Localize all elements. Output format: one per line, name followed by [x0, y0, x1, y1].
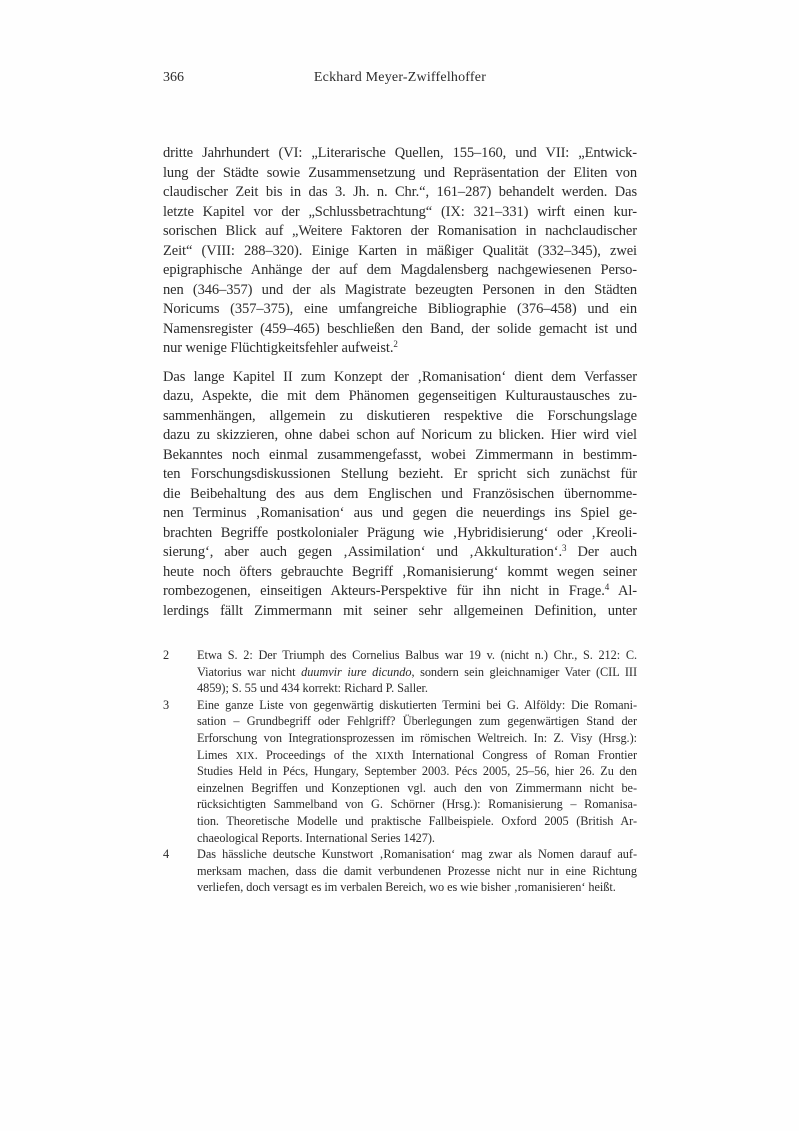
text-line: Noricums (357–375), eine umfangreiche Bibliographie (376–458) und ein — [163, 301, 637, 317]
text-line: Studies Held in Pécs, Hungary, September 2003. Pécs 2005, 25–56, hier 26. Zu den — [197, 764, 637, 779]
text-line: epigraphische Anhänge der auf dem Magdalensberg nachgewiesenen Perso- — [163, 262, 637, 278]
footnote-text — [197, 697, 637, 846]
running-title: Eckhard Meyer-Zwiffelhoffer — [313, 70, 487, 85]
footnote-ref: 2 — [393, 339, 398, 350]
footnote-number: 2 — [163, 648, 170, 662]
page-number: 366 — [163, 70, 184, 85]
text-line: Viatorius war nicht duumvir iure dicundo, sondern sein gleichnamiger Vater (CIL III — [197, 664, 637, 679]
text-line: sierung‘, aber auch gegen ‚Assimilation‘ und ‚Akkulturation‘.$^3$ Der auch — [163, 543, 637, 560]
text-line: lerdings fällt Zimmermann mit seiner sehr allgemeinen Definition, unter — [163, 602, 637, 619]
paragraph — [163, 144, 637, 359]
text-line: dazu, Aspekte, die mit dem Phänomen gegenseitigen Kulturaustausches zu- — [163, 388, 637, 404]
text-line: brachten Begriffe postkolonialer Prägung wie ‚Hybridisierung‘ oder ‚Kreoli- — [163, 524, 637, 541]
text-line: die Beibehaltung des aus dem Englischen und Französischen übernomme- — [163, 485, 637, 502]
text-line: verliefen, doch versagt es im verbalen Bereich, wo es wie bisher ‚romanisieren‘ heißt. — [197, 880, 616, 895]
footnote — [163, 846, 637, 896]
text-line: Zeit“ (VIII: 288–320). Einige Karten in mäßiger Qualität (332–345), zwei — [163, 242, 637, 259]
text-line: merksam machen, dass die damit verbundenen Prozesse nicht nur in eine Richtung — [197, 863, 637, 878]
text-line: Erforschung von Integrationsprozessen im römischen Weltreich. In: Z. Visy (Hrsg.): — [197, 730, 637, 745]
text-line: rombezogenen, einseitigen Akteurs-Perspektive für ihn nicht in Frage.$^4$ Al- — [163, 582, 637, 599]
text-line: Limes XIX. Proceedings of the XIXth International Congress of Roman Frontier — [197, 747, 637, 762]
footnote — [163, 647, 637, 697]
text-line: sation – Grundbegriff oder Fehlgriff? Überlegungen zum gegenwärtigen Stand der — [197, 714, 637, 729]
footnotes-section — [163, 647, 637, 896]
italic-term: duumvir iure dicundo — [301, 664, 412, 679]
text-line: tion. Theoretische Modelle und praktische Fallbeispiele. Oxford 2005 (British Ar- — [197, 813, 637, 828]
text-line: Das hässliche deutsche Kunstwort ‚Romanisation‘ mag zwar als Nomen darauf auf- — [197, 847, 637, 862]
text-line: Etwa S. 2: Der Triumph des Cornelius Balbus war 19 v. (nicht n.) Chr., S. 212: C. — [197, 648, 637, 662]
text-line: sammenhängen, allgemein zu diskutieren respektive die Forschungslage — [163, 407, 637, 424]
footnote-number: 3 — [163, 697, 170, 712]
text-line: chaeological Reports. International Series 1427). — [197, 830, 435, 845]
text-line: sorischen Blick auf „Weitere Faktoren der Romanisation in nachclaudischer — [163, 223, 637, 239]
text-line: dritte Jahrhundert (VI: „Literarische Quellen, 155–160, und VII: „Entwick- — [163, 145, 637, 161]
footnote-ref: 3 — [562, 543, 567, 554]
text-line: nen Terminus ‚Romanisation‘ aus und gegen die neuerdings ins Spiel ge- — [163, 505, 637, 521]
footnote-text — [197, 647, 637, 697]
text-line: Namensregister (459–465) beschließen den Band, der solide gemacht ist und — [163, 320, 637, 337]
text-line: letzte Kapitel vor der „Schlussbetrachtung“ (IX: 321–331) wirft einen kur- — [163, 203, 637, 220]
text-line: lung der Städte sowie Zusammensetzung und Repräsentation der Eliten von — [163, 164, 637, 181]
text-line: ten Forschungsdiskussionen Stellung bezieht. Er spricht sich zunächst für — [163, 466, 637, 482]
text-line: dazu zu skizzieren, ohne dabei schon auf Noricum zu blicken. Hier wird viel — [163, 427, 637, 443]
text-line: claudischer Zeit bis in das 3. Jh. n. Chr.“, 161–287) behandelt werden. Das — [163, 184, 637, 200]
body-text — [163, 144, 637, 621]
footnote-number: 4 — [163, 847, 170, 862]
text-line: nen (346–357) und der als Magistrate bezeugten Personen in den Städten — [163, 281, 637, 298]
small-caps-text: XIX — [235, 750, 255, 762]
page-header — [163, 69, 637, 87]
text-line: heute noch öfters gebrauchte Begriff ‚Romanisierung‘ kommt wegen seiner — [163, 563, 637, 580]
footnote-ref: 4 — [604, 582, 610, 593]
small-caps-text: XIX — [375, 750, 395, 762]
footnote-text — [197, 846, 637, 896]
text-line: rücksichtigten Sammelband von G. Schörner (Hrsg.): Romanisierung – Romanisa- — [197, 797, 637, 812]
text-line: nur wenige Flüchtigkeitsfehler aufweist.$^2$ — [163, 339, 398, 356]
text-line: 4859); S. 55 und 434 korrekt: Richard P. Saller. — [197, 681, 428, 696]
footnote — [163, 697, 637, 846]
text-line: einzelnen Begriffen und Konzeptionen vgl. auch den von Zimmermann nicht be- — [197, 780, 637, 795]
text-line: Eine ganze Liste von gegenwärtig diskutierten Termini bei G. Alföldy: Die Romani- — [197, 697, 637, 712]
text-line: Bekanntes noch einmal zusammengefasst, wobei Zimmermann in bestimm- — [163, 446, 637, 463]
paragraph — [163, 368, 637, 622]
text-line: Das lange Kapitel II zum Konzept der ‚Romanisation‘ dient dem Verfasser — [163, 368, 637, 385]
